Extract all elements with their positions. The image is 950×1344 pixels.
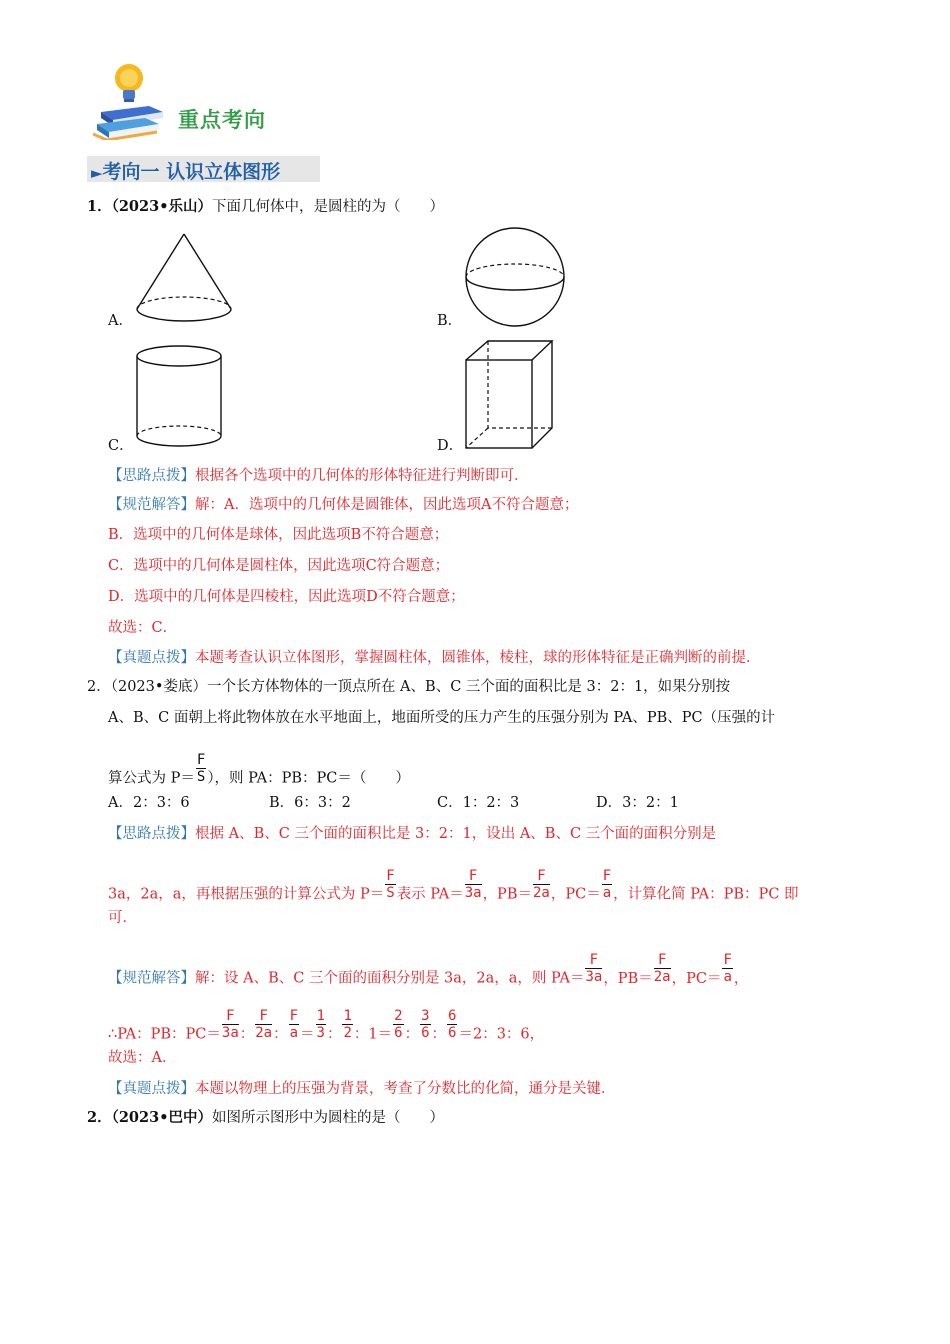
q1-option-c: C． (108, 438, 134, 454)
fraction-numerator: 1 (316, 1008, 325, 1024)
q2-answer: 故选：A． (108, 1050, 177, 1066)
q2-option-b: B．6：3：2 (269, 795, 351, 811)
q3-stem-text: 如图所示图形中为圆柱的是（ ） (211, 1110, 444, 1126)
fraction-denominator: 2 (343, 1025, 352, 1041)
q2-sol-pc: ，PC＝ (671, 970, 722, 987)
q2-stem-text-3b: ），则 PA：PB：PC＝（ ） (207, 770, 410, 787)
q1-answer: 故选：C． (108, 620, 178, 636)
q1-sol-line-2: B．选项中的几何体是球体，因此选项B不符合题意； (108, 527, 449, 543)
q2-stem-line-1 (87, 677, 730, 697)
fraction (533, 868, 550, 901)
fraction-numerator: F (196, 752, 206, 768)
fraction-numerator: F (255, 1008, 272, 1025)
q1-sol-line-4: D．选项中的几何体是四棱柱，因此选项D不符合题意； (108, 589, 465, 605)
q2-hint-text-2b: 表示 PA＝ (396, 886, 464, 903)
q2-number: 2． (87, 679, 111, 695)
fraction-numerator: F (222, 1008, 239, 1025)
fraction-numerator: 2 (394, 1008, 403, 1024)
fraction-numerator: F (386, 868, 395, 884)
fraction-denominator: 6 (448, 1025, 457, 1041)
fraction-denominator: S (196, 769, 206, 785)
q2-stem-text-3a: 算公式为 P＝ (108, 770, 195, 787)
fraction (393, 1008, 403, 1041)
fraction-denominator: 3 (316, 1025, 325, 1041)
q2-note-tag: 【真题点拨】 (108, 1081, 195, 1097)
fraction-numerator: F (533, 868, 550, 885)
q1-source: （2023•乐山） (111, 198, 212, 215)
q1-note-text: 本题考查认识立体图形，掌握圆柱体，圆锥体，棱柱，球的形体特征是正确判断的前提． (195, 650, 761, 666)
fraction (342, 1008, 352, 1041)
fraction-numerator: F (289, 1008, 299, 1024)
q2-option-d: D．3：2：1 (596, 795, 679, 811)
q1-sol-line-1: 解：A．选项中的几何体是圆锥体，因此选项A不符合题意； (195, 497, 579, 513)
q2-sol-pb: ，PB＝ (603, 970, 653, 987)
page-heading: 重点考向 (178, 108, 266, 132)
q1-hint-text: 根据各个选项中的几何体的形体特征进行判断即可． (195, 468, 529, 484)
q2-hint-tag: 【思路点拨】 (108, 826, 195, 842)
q2-hint-line-3: 可． (108, 910, 137, 926)
cylinder-figure (133, 344, 225, 452)
q2-option-c: C．1：2：3 (437, 795, 520, 811)
fraction-denominator: 6 (394, 1025, 403, 1041)
q2-sol-text-2b: ＝2：3：6， (458, 1026, 545, 1043)
q2-hint-line-2 (108, 868, 799, 911)
fraction-denominator: 6 (421, 1025, 430, 1041)
fraction-numerator: F (654, 952, 671, 969)
q2-sol-text-2a: ∴PA：PB：PC＝ (108, 1026, 221, 1043)
fraction-denominator: a (602, 885, 612, 901)
fraction-denominator: 3a (585, 969, 603, 985)
prism-figure (462, 338, 556, 452)
q1-stem (87, 197, 444, 217)
fraction-denominator: 2a (255, 1025, 273, 1041)
fraction (316, 1008, 326, 1041)
sphere-figure (462, 225, 568, 329)
fraction (420, 1008, 430, 1041)
fraction-denominator: S (386, 885, 395, 901)
fraction (447, 1008, 457, 1041)
q2-hint-line-1 (108, 824, 716, 844)
q2-stem-line-3 (108, 752, 410, 795)
fraction-denominator: a (723, 969, 732, 985)
fraction-denominator: 3a (464, 885, 482, 901)
fraction-numerator: F (723, 952, 732, 968)
fraction (222, 1008, 239, 1041)
fraction (585, 952, 602, 985)
q3-number: 2． (87, 1109, 112, 1126)
q1-note (108, 648, 761, 668)
fraction-numerator: F (585, 952, 602, 969)
fraction-numerator: 1 (343, 1008, 352, 1024)
q1-solution (108, 495, 578, 515)
section-title-text: 考向一 认识立体图形 (102, 161, 281, 183)
section-title (91, 157, 280, 184)
q2-option-a: A．2：3：6 (108, 795, 190, 811)
fraction (255, 1008, 272, 1041)
fraction (385, 868, 395, 901)
fraction (722, 952, 732, 985)
fraction-denominator: 2a (653, 969, 671, 985)
fraction-denominator: 3a (221, 1025, 239, 1041)
q2-stem-text-1: 一个长方体物体的一顶点所在 A、B、C 三个面的面积比是 3：2：1，如果分别按 (206, 679, 731, 695)
fraction-numerator: F (465, 868, 482, 885)
q2-solution-line-1: 【规范解答】解：设 A、B、C 三个面的面积分别是 3a，2a，a，则 PA＝ $\frac{F}{3a}$ ，PB＝ $\frac{F}{2a}$ ，PC＝ $\frac{F}{a}$ ， (108, 952, 749, 987)
q1-hint (108, 466, 529, 486)
q2-solution-line-2: ∴PA：PB：PC＝ $\frac{F}{3a}$ ： $\frac{F}{2a}$ ： $\frac{F}{a}$ ＝ $\frac{1}{3}$ ： $\frac{1}{2}$ ：1＝ $\frac{2}{6}$ ： $\frac{3}{6}$ ： $\frac{6}{6}$ ＝2：3：6， (108, 1008, 545, 1043)
fraction (465, 868, 482, 901)
q1-option-d: D． (437, 438, 464, 454)
q2-hint-text-2d: ，PC＝ (550, 886, 601, 903)
fraction-numerator: 6 (448, 1008, 457, 1024)
q1-sol-tag: 【规范解答】 (108, 497, 195, 513)
q2-hint-text-1: 根据 A、B、C 三个面的面积比是 3：2：1，设出 A、B、C 三个面的面积分别是 (195, 826, 717, 842)
fraction-denominator: a (289, 1025, 299, 1041)
q2-formula-fraction (196, 752, 206, 785)
q2-sol-text-1: 解：设 A、B、C 三个面的面积分别是 3a，2a，a，则 PA＝ (195, 970, 585, 987)
fraction (602, 868, 612, 901)
lightbulb-books-icon (93, 60, 171, 140)
q1-stem-text: 下面几何体中，是圆柱的为（ ） (211, 199, 444, 215)
q2-note-text: 本题以物理上的压强为背景，考查了分数比的化简，通分是关键． (195, 1081, 616, 1097)
section-arrow-icon: ► (91, 164, 103, 182)
q2-hint-text-2a: 3a，2a，a，再根据压强的计算公式为 P＝ (108, 886, 385, 903)
q1-number: 1． (87, 198, 112, 215)
fraction (289, 1008, 299, 1041)
q3-stem (87, 1108, 444, 1128)
fraction (654, 952, 671, 985)
q1-option-a: A． (108, 313, 133, 329)
q2-sol-tag: 【规范解答】 (108, 970, 195, 987)
q2-hint-text-2c: ，PB＝ (482, 886, 532, 903)
q1-hint-tag: 【思路点拨】 (108, 468, 195, 484)
q3-source: （2023•巴中） (111, 1109, 212, 1126)
q1-note-tag: 【真题点拨】 (108, 650, 195, 666)
q2-hint-text-2e: ，计算化简 PA：PB：PC 即 (613, 886, 799, 903)
cone-figure (132, 232, 236, 328)
fraction-denominator: 2a (532, 885, 550, 901)
q2-stem-line-2: A、B、C 面朝上将此物体放在水平地面上，地面所受的压力产生的压强分别为 PA、PB、PC（压强的计 (108, 710, 776, 726)
fraction-numerator: F (602, 868, 612, 884)
q1-sol-line-3: C．选项中的几何体是圆柱体，因此选项C符合题意； (108, 558, 450, 574)
q1-option-b: B． (437, 313, 463, 329)
q2-source: （2023•娄底） (110, 679, 207, 695)
q2-note (108, 1079, 616, 1099)
fraction-numerator: 3 (421, 1008, 430, 1024)
